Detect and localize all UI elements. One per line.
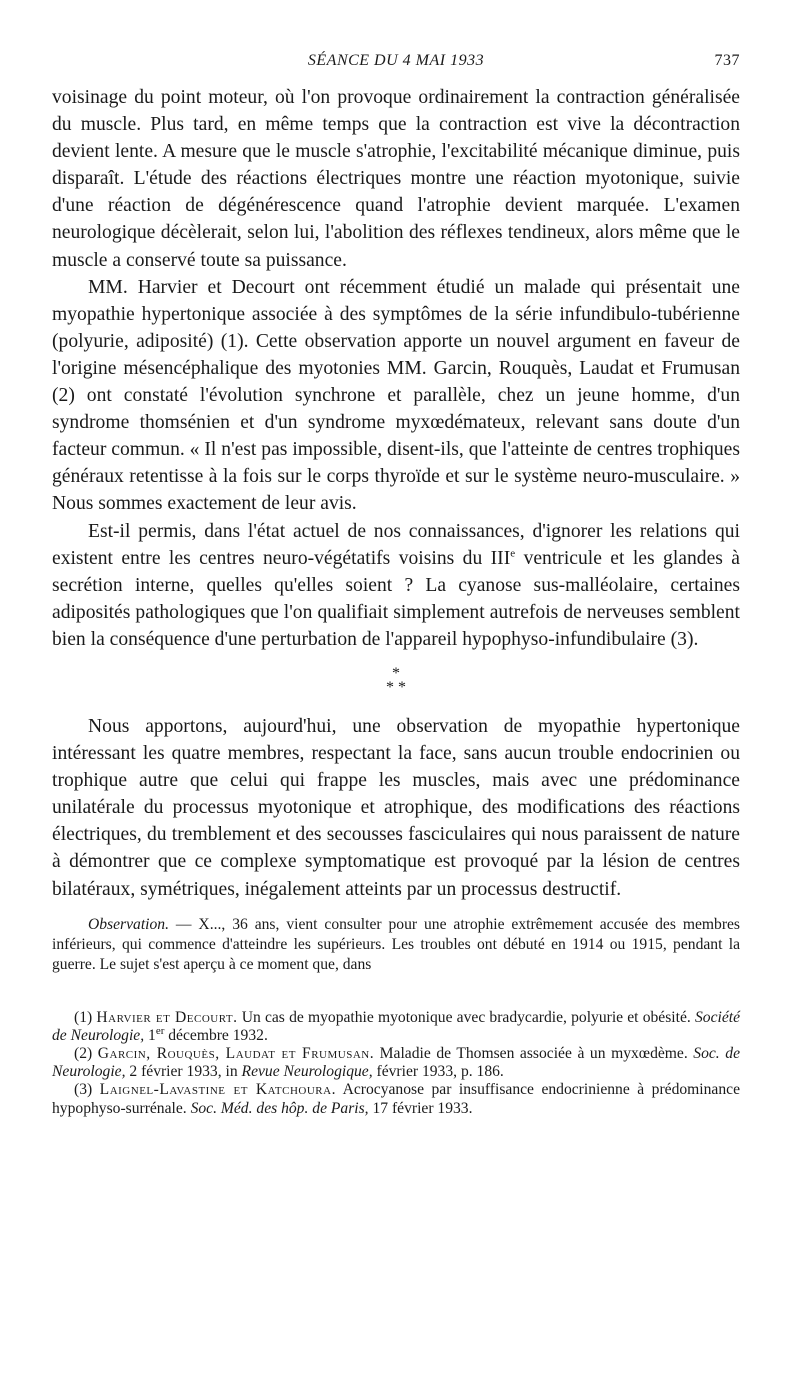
footnote-2-journal: Soc. de Neurologie, bbox=[52, 1045, 740, 1081]
superscript-e: e bbox=[510, 547, 516, 560]
page bbox=[52, 50, 740, 1118]
observation-lead: Observation. bbox=[88, 915, 169, 933]
paragraph-3-text-a: Est-il permis, dans l'état actuel de nos connaissances, d'ignorer les relations qui existent entre les centres neuro-végétatifs voisins du III bbox=[52, 520, 740, 569]
paragraph-3 bbox=[52, 518, 740, 653]
observation-text: — X..., 36 ans, vient consulter pour une atrophie extrêmement accusée des membres inférieurs, qui commence d'atteindre les supérieurs. Les troubles ont débuté en 1914 ou 1915, pendant la guerre. Le sujet s'est aperçu à ce moment que, dans bbox=[52, 915, 740, 973]
footnote-2-text: Maladie de Thomsen associée à un myxœdème. bbox=[374, 1045, 694, 1063]
footnote-3-journal: Soc. Méd. des hôp. de Paris, bbox=[190, 1099, 369, 1117]
paragraph-4: Nous apportons, aujourd'hui, une observation de myopathie hypertonique intéressant les quatre membres, respectant la face, sans aucun trouble endocrinien ou trophique autre que celui qui frappe les muscles, mais avec une prédominance unilatérale du processus myotonique et atrophique, des modifications des réactions électriques, du tremblement et des secousses fasciculaires qui nous paraissent de nature à démontrer que ce complexe symptomatique est provoqué par la lésion de centres bilatéraux, symétriques, inégalement atteints par un processus destructif. bbox=[52, 715, 740, 900]
asterism-top: * bbox=[392, 664, 400, 682]
footnote-3-end: 17 février 1933. bbox=[368, 1099, 473, 1117]
footnote-1-date-b: décembre 1932. bbox=[164, 1026, 268, 1044]
footnote-2-journal2: Revue Neurologique, bbox=[241, 1063, 373, 1081]
asterism-bottom: * * bbox=[386, 678, 406, 696]
running-title: SÉANCE DU 4 MAI 1933 bbox=[307, 52, 485, 69]
footnote-3-text: Acrocyanose par insuffisance endocrinienne à prédominance hypophyso-surrénale. bbox=[52, 1081, 740, 1117]
footnotes bbox=[52, 1009, 740, 1118]
footnote-3-mark: (3) bbox=[74, 1081, 100, 1099]
footnote-3-authors: Laignel-Lavastine et Katchoura. bbox=[99, 1081, 336, 1099]
paragraph-1: voisinage du point moteur, où l'on provoque ordinairement la contraction généralisée du muscle. Plus tard, en même temps que la contraction est vive la décontraction devient lente. A mesure que le muscle s'atrophie, l'excitabilité mécanique diminue, puis disparaît. L'étude des réactions électriques montre une réaction myotonique, suivie d'une réaction de dégénérescence quand l'atrophie devient marquée. L'examen neurologique décèlerait, selon lui, l'abolition des réflexes tendineux, alors même que le muscle a conservé toute sa puissance. bbox=[52, 87, 740, 271]
footnote-1-mark: (1) bbox=[74, 1008, 97, 1026]
footnote-1-authors: Harvier et Decourt. bbox=[96, 1008, 238, 1026]
running-header bbox=[52, 50, 740, 76]
paragraph-3-text-b: ventricule et les glandes à secrétion interne, quelles qu'elles soient ? La cyanose sus-malléolaire, certaines adiposités pathologiques que l'on qualifiait simplement autrefois de nerveuses semblent bien la conséquence d'une perturbation de l'appareil hypophyso-infundibulaire (3). bbox=[52, 547, 741, 650]
paragraph-2: MM. Harvier et Decourt ont récemment étudié un malade qui présentait une myopathie hypertonique associée à des symptômes de la série infundibulo-tubérienne (polyurie, adiposité) (1). Cette observation apporte un nouvel argument en faveur de l'origine mésencéphalique des myotonies MM. Garcin, Rouquès, Laudat et Frumusan (2) ont constaté l'évolution synchrone et parallèle, chez un jeune homme, d'un syndrome thomsénien et d'un syndrome myxœdémateux, relevant sans doute d'un facteur commun. « Il n'est pas impossible, disent-ils, que l'atteinte de centres trophiques généraux retentisse à la fois sur le corps thyroïde et sur le système neuro-musculaire. » Nous sommes exactement de leur avis. bbox=[52, 276, 740, 515]
footnote-1 bbox=[52, 1009, 740, 1045]
page-number: 737 bbox=[714, 52, 740, 69]
footnote-1-date-a: 1 bbox=[144, 1026, 156, 1044]
observation-paragraph bbox=[52, 915, 740, 975]
footnote-2-mark: (2) bbox=[74, 1045, 98, 1063]
footnote-1-journal: Société de Neurologie, bbox=[52, 1008, 740, 1044]
footnote-1-sup: er bbox=[155, 1024, 165, 1037]
footnote-2-end: février 1933, p. 186. bbox=[372, 1063, 504, 1081]
footnote-2-authors: Garcin, Rouquès, Laudat et Frumusan. bbox=[97, 1045, 375, 1063]
footnote-2 bbox=[52, 1045, 740, 1081]
footnote-2-mid: 2 février 1933, in bbox=[125, 1063, 242, 1081]
body-text bbox=[52, 84, 740, 903]
footnote-3 bbox=[52, 1081, 740, 1117]
footnote-1-text: Un cas de myopathie myotonique avec bradycardie, polyurie et obésité. bbox=[237, 1008, 695, 1026]
asterism-divider bbox=[52, 664, 740, 703]
